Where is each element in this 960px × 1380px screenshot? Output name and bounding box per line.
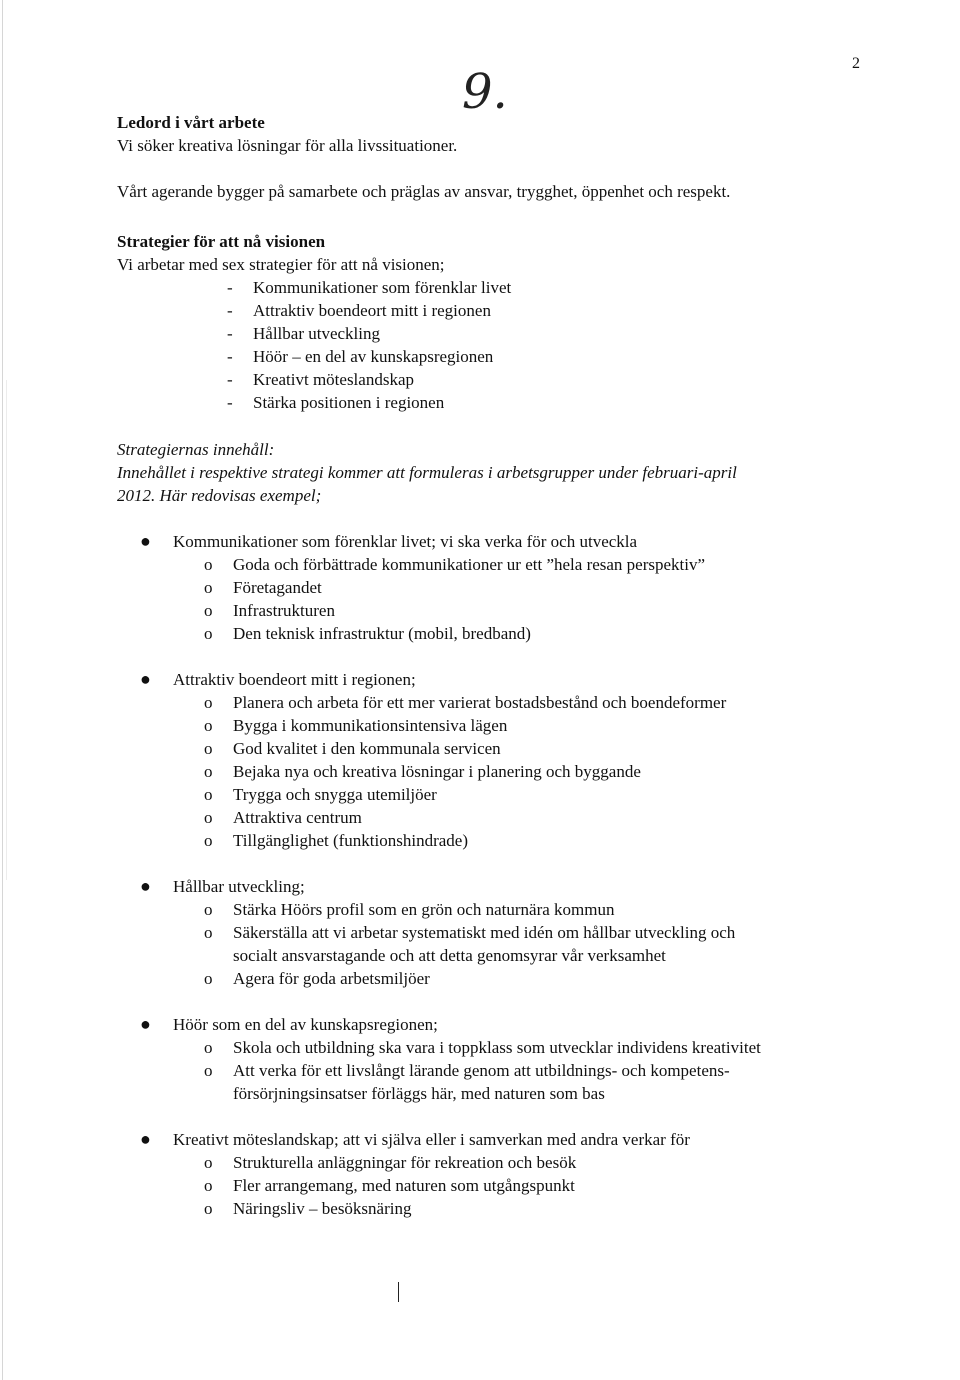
list-dash: - (227, 393, 233, 412)
strategies-intro: Vi arbetar med sex strategier för att nå visionen; (117, 255, 445, 274)
section-item: Näringsliv – besöksnäring (233, 1199, 412, 1218)
section-item: Den teknisk infrastruktur (mobil, bredband) (233, 624, 531, 643)
sub-bullet-icon: o (204, 831, 213, 850)
sub-bullet-icon: o (204, 1153, 213, 1172)
text-cursor-mark (398, 1282, 399, 1302)
section-item: Skola och utbildning ska vara i toppklass som utvecklar individens kreativitet (233, 1038, 761, 1057)
bullet-icon: ● (140, 531, 151, 551)
strategy-item: Hållbar utveckling (253, 324, 380, 343)
section-title: Kreativt möteslandskap; att vi själva eller i samverkan med andra verkar för (173, 1130, 690, 1149)
section-item: Stärka Höörs profil som en grön och naturnära kommun (233, 900, 615, 919)
strategies-heading: Strategier för att nå visionen (117, 232, 326, 251)
ledord-line-2: Vårt agerande bygger på samarbete och präglas av ansvar, trygghet, öppenhet och respekt. (117, 182, 731, 201)
sub-bullet-icon: o (204, 1061, 213, 1080)
strategy-item: Attraktiv boendeort mitt i regionen (253, 301, 491, 320)
content-intro-line-1: Innehållet i respektive strategi kommer att formuleras i arbetsgrupper under februari-april (117, 463, 737, 482)
sub-bullet-icon: o (204, 693, 213, 712)
sub-bullet-icon: o (204, 900, 213, 919)
strategy-item: Kommunikationer som förenklar livet (253, 278, 512, 297)
bullet-icon: ● (140, 1014, 151, 1034)
sub-bullet-icon: o (204, 1038, 213, 1057)
sub-bullet-icon: o (204, 969, 213, 988)
sub-bullet-icon: o (204, 578, 213, 597)
list-dash: - (227, 278, 233, 297)
bullet-icon: ● (140, 1129, 151, 1149)
section-item: Fler arrangemang, med naturen som utgångspunkt (233, 1176, 575, 1195)
section-item: Strukturella anläggningar för rekreation och besök (233, 1153, 577, 1172)
sub-bullet-icon: o (204, 1176, 213, 1195)
scan-edge-line (2, 0, 3, 1380)
section-item: Att verka för ett livslångt lärande genom att utbildnings- och kompetens- (233, 1061, 730, 1080)
sub-bullet-icon: o (204, 716, 213, 735)
sub-bullet-icon: o (204, 601, 213, 620)
sub-bullet-icon: o (204, 1199, 213, 1218)
section-title: Kommunikationer som förenklar livet; vi ska verka för och utveckla (173, 532, 638, 551)
page-number: 2 (852, 55, 860, 72)
bullet-icon: ● (140, 669, 151, 689)
section-item-continuation: socialt ansvarstagande och att detta genomsyrar vår verksamhet (233, 946, 666, 965)
section-item: Bejaka nya och kreativa lösningar i planering och byggande (233, 762, 641, 781)
strategy-item: Höör – en del av kunskapsregionen (253, 347, 494, 366)
content-heading: Strategiernas innehåll: (117, 440, 275, 459)
section-item-continuation: försörjningsinsatser förläggs här, med naturen som bas (233, 1084, 605, 1103)
section-title: Hållbar utveckling; (173, 877, 305, 896)
sub-bullet-icon: o (204, 923, 213, 942)
ledord-line-1: Vi söker kreativa lösningar för alla livssituationer. (117, 136, 458, 155)
section-item: Planera och arbeta för ett mer varierat bostadsbestånd och boendeformer (233, 693, 727, 712)
handwritten-page-mark: 9. (462, 64, 508, 120)
sub-bullet-icon: o (204, 808, 213, 827)
section-item: Företagandet (233, 578, 322, 597)
content-intro-line-2: 2012. Här redovisas exempel; (117, 486, 322, 505)
bullet-icon: ● (140, 876, 151, 896)
scan-edge-line-faint (6, 380, 7, 880)
list-dash: - (227, 301, 233, 320)
sub-bullet-icon: o (204, 762, 213, 781)
list-dash: - (227, 324, 233, 343)
section-item: Infrastrukturen (233, 601, 335, 620)
section-item: Tillgänglighet (funktionshindrade) (233, 831, 468, 850)
strategy-item: Kreativt möteslandskap (253, 370, 414, 389)
section-item: Agera för goda arbetsmiljöer (233, 969, 430, 988)
section-title: Attraktiv boendeort mitt i regionen; (173, 670, 416, 689)
section-title: Höör som en del av kunskapsregionen; (173, 1015, 438, 1034)
section-item: Bygga i kommunikationsintensiva lägen (233, 716, 508, 735)
sub-bullet-icon: o (204, 624, 213, 643)
section-item: Säkerställa att vi arbetar systematiskt med idén om hållbar utveckling och (233, 923, 736, 942)
list-dash: - (227, 370, 233, 389)
section-item: Goda och förbättrade kommunikationer ur ett ”hela resan perspektiv” (233, 555, 706, 574)
section-item: Attraktiva centrum (233, 808, 362, 827)
ledord-heading: Ledord i vårt arbete (117, 113, 265, 132)
list-dash: - (227, 347, 233, 366)
sub-bullet-icon: o (204, 739, 213, 758)
sub-bullet-icon: o (204, 785, 213, 804)
strategy-item: Stärka positionen i regionen (253, 393, 445, 412)
section-item: God kvalitet i den kommunala servicen (233, 739, 501, 758)
section-item: Trygga och snygga utemiljöer (233, 785, 437, 804)
sub-bullet-icon: o (204, 555, 213, 574)
